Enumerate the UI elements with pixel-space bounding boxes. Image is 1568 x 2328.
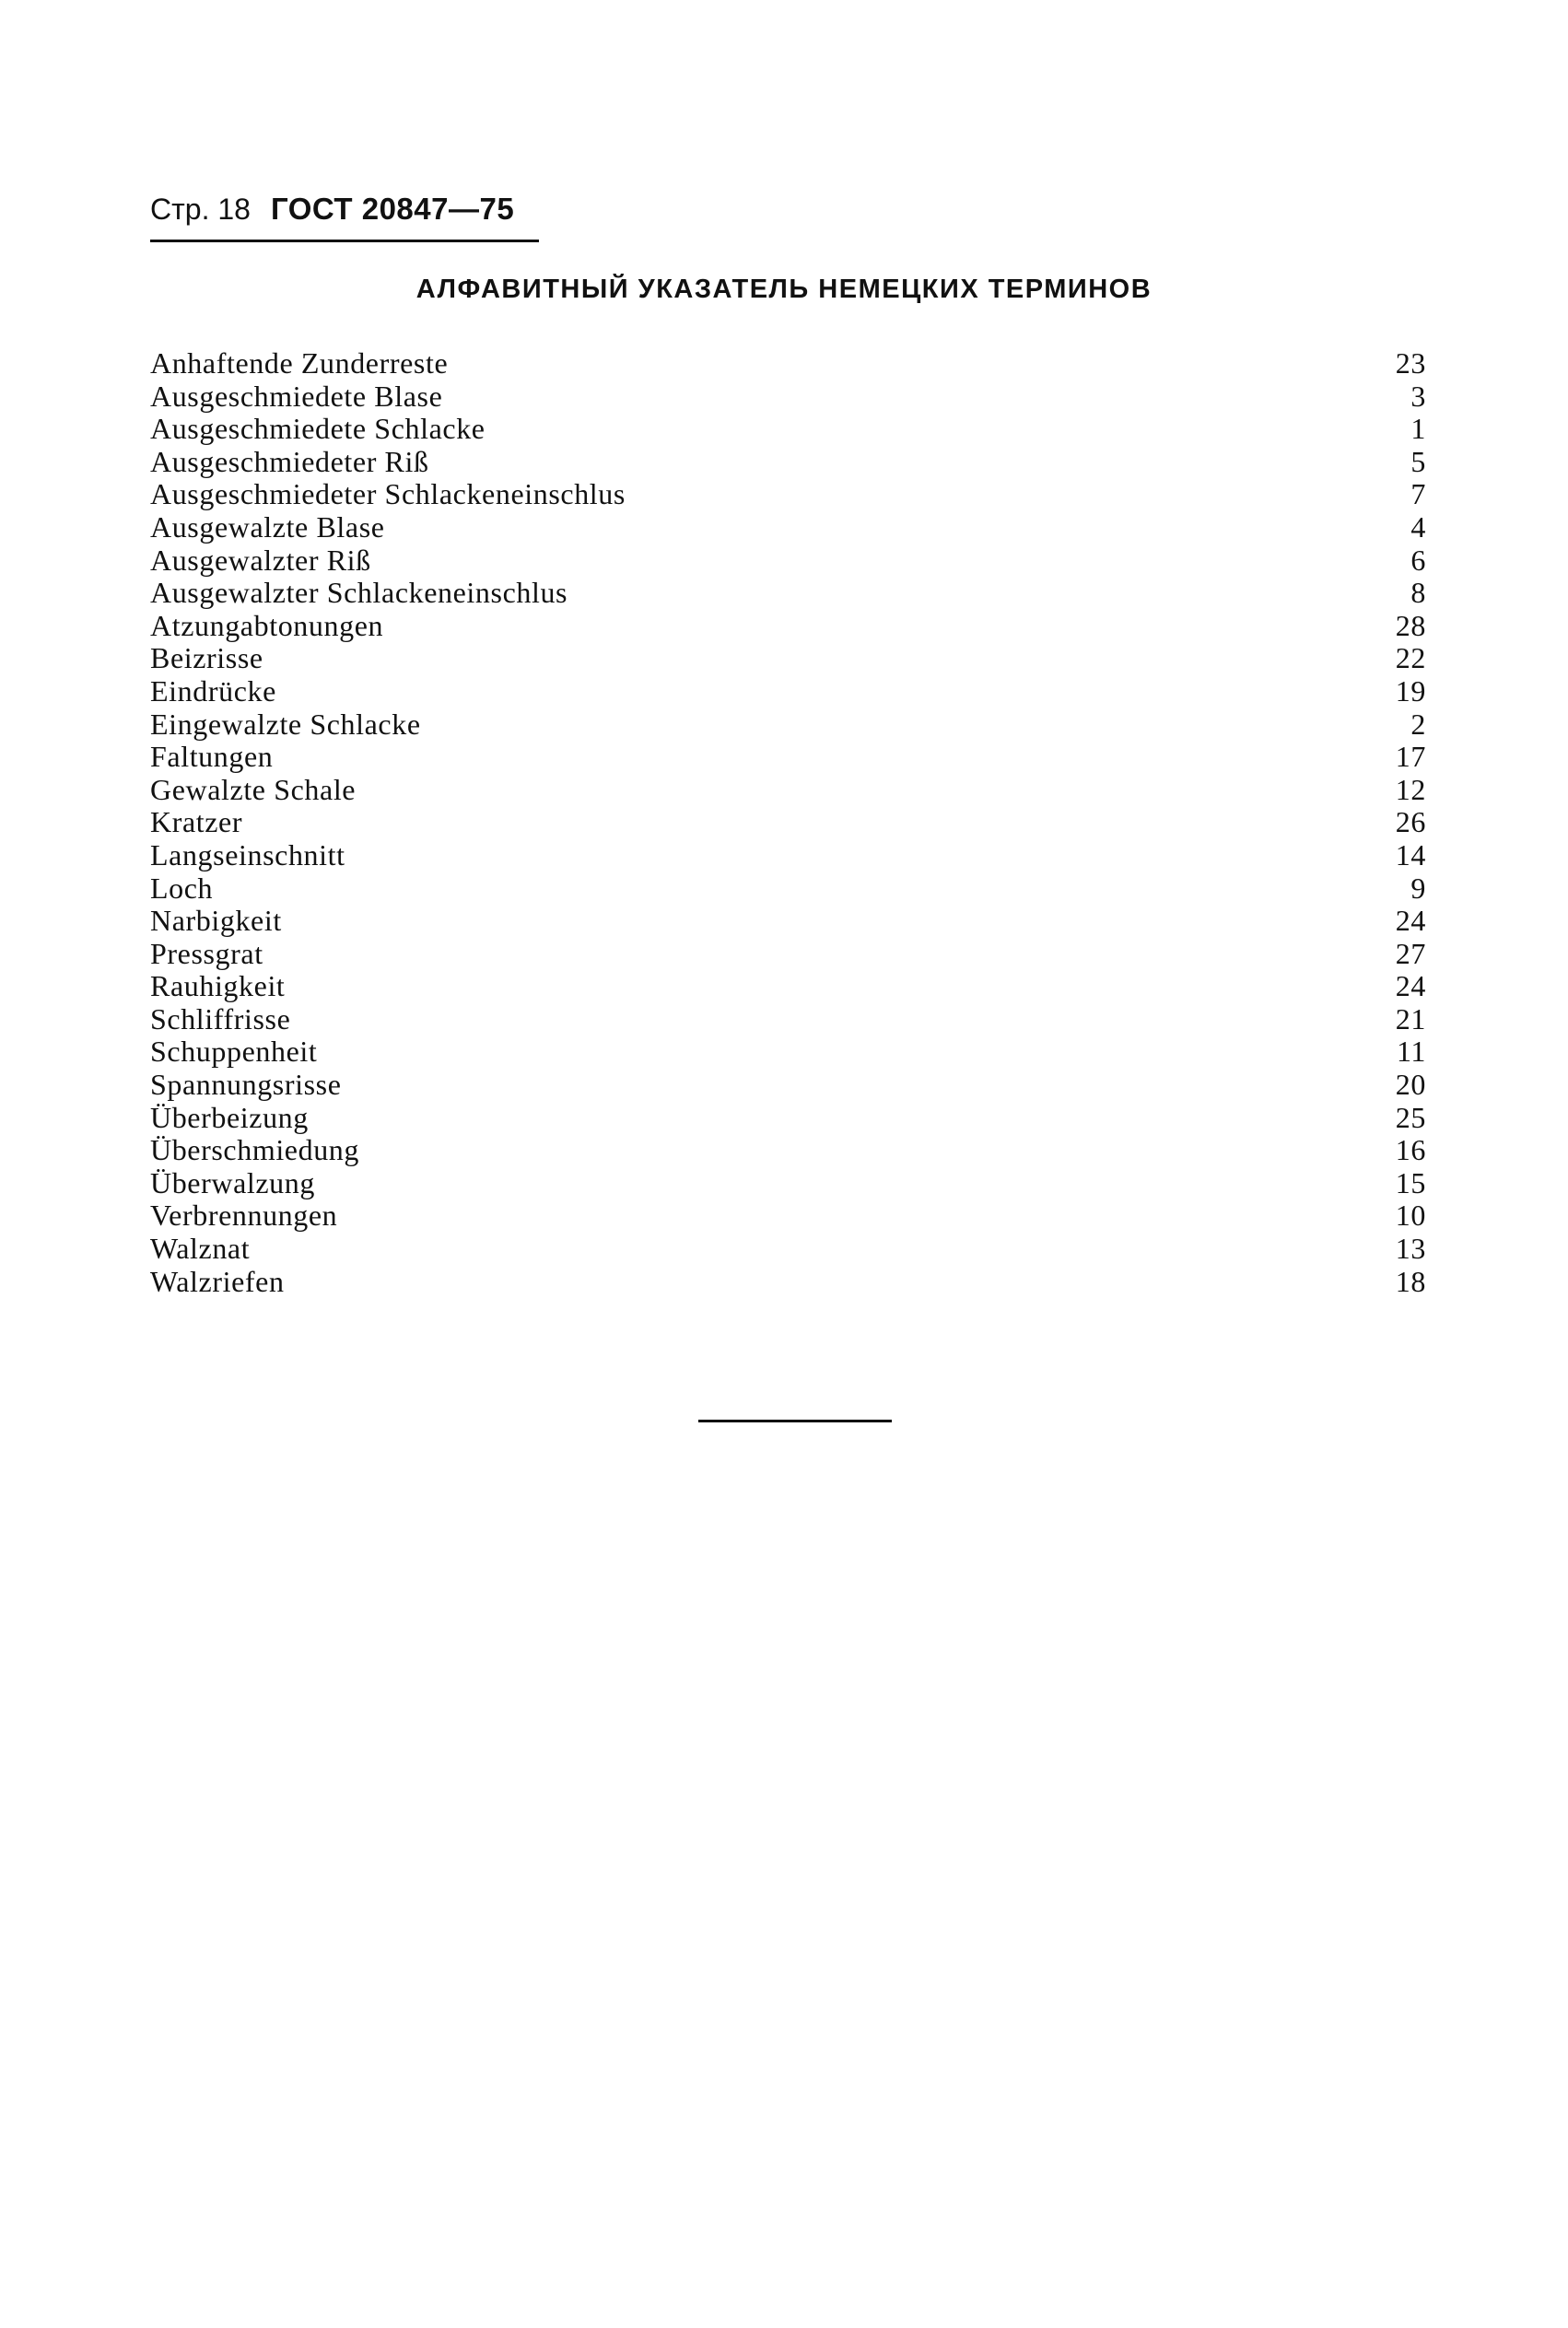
index-entry	[150, 1199, 1426, 1233]
index-entry	[150, 1167, 1426, 1200]
standard-designation: ГОСТ 20847—75	[270, 192, 515, 226]
index-term-number: 3	[1410, 379, 1426, 413]
index-term: Langseinschnitt	[150, 837, 345, 872]
index-entry	[150, 380, 1426, 414]
index-term: Überwalzung	[150, 1165, 315, 1199]
index-term-number: 27	[1395, 936, 1426, 970]
index-term: Schliffrisse	[150, 1001, 291, 1035]
index-term: Ausgeschmiedete Schlacke	[150, 412, 486, 446]
index-entry	[150, 544, 1426, 578]
index-term-number: 13	[1395, 1232, 1426, 1266]
index-entry	[150, 478, 1426, 511]
index-term: Schuppenheit	[150, 1035, 318, 1069]
index-entry	[150, 839, 1426, 872]
index-term-number: 17	[1395, 740, 1426, 774]
index-term-number: 19	[1395, 673, 1426, 708]
index-term-number: 8	[1410, 576, 1426, 610]
index-entry	[150, 1102, 1426, 1135]
index-entry	[150, 938, 1426, 971]
index-term: Eindrücke	[150, 673, 276, 708]
index-term-number: 24	[1395, 969, 1426, 1003]
index-term-number: 21	[1395, 1001, 1426, 1035]
index-entry	[150, 577, 1426, 610]
index-entry	[150, 872, 1426, 906]
index-term: Kratzer	[150, 805, 243, 839]
index-entry	[150, 1233, 1426, 1266]
index-entry	[150, 741, 1426, 774]
index-term: Ausgewalzter Riß	[150, 543, 371, 577]
index-term-number: 9	[1410, 871, 1426, 905]
index-entry	[150, 774, 1426, 807]
index-term-number: 5	[1410, 444, 1426, 478]
index-entry	[150, 905, 1426, 938]
index-entry	[150, 970, 1426, 1003]
index-entry	[150, 1266, 1426, 1299]
index-term-number: 28	[1395, 608, 1426, 642]
index-term-number: 22	[1395, 641, 1426, 675]
index-entry	[150, 1069, 1426, 1102]
index-term: Rauhigkeit	[150, 969, 286, 1003]
index-term: Ausgeschmiedeter Schlackeneinschlus	[150, 477, 626, 511]
index-term: Spannungsrisse	[150, 1068, 342, 1102]
index-term: Anhaftende Zunderreste	[150, 346, 449, 380]
index-entry	[150, 1003, 1426, 1036]
index-term: Atzungabtonungen	[150, 608, 384, 642]
index-term-number: 26	[1395, 805, 1426, 839]
index-term-number: 15	[1395, 1165, 1426, 1199]
index-entry	[150, 413, 1426, 446]
index-term: Ausgeschmiedeter Riß	[150, 444, 429, 478]
index-entry	[150, 610, 1426, 643]
index-term: Faltungen	[150, 740, 274, 774]
index-entry	[150, 806, 1426, 839]
page-title: АЛФАВИТНЫЙ УКАЗАТЕЛЬ НЕМЕЦКИХ ТЕРМИНОВ	[415, 275, 1153, 304]
index-entry	[150, 1134, 1426, 1167]
index-term: Ausgewalzter Schlackeneinschlus	[150, 576, 568, 610]
index-entry	[150, 446, 1426, 479]
index-term: Pressgrat	[150, 936, 263, 970]
index-entry	[150, 347, 1426, 380]
index-term-number: 4	[1410, 509, 1426, 544]
index-entry	[150, 708, 1426, 742]
index-term: Überschmiedung	[150, 1133, 360, 1167]
end-divider	[698, 1420, 892, 1422]
index-term: Narbigkeit	[150, 904, 282, 938]
index-term: Walzriefen	[150, 1264, 285, 1298]
index-term-number: 24	[1395, 904, 1426, 938]
index-entry	[150, 1035, 1426, 1069]
index-term-number: 12	[1395, 772, 1426, 806]
index-entry	[150, 675, 1426, 708]
header-underline	[150, 240, 539, 242]
index-entry	[150, 511, 1426, 544]
page-number: Стр. 18	[150, 193, 251, 226]
index-entry	[150, 642, 1426, 675]
index-term: Gewalzte Schale	[150, 772, 357, 806]
index-term-number: 25	[1395, 1100, 1426, 1134]
index-term-number: 7	[1410, 477, 1426, 511]
index-term-number: 18	[1395, 1264, 1426, 1298]
index-term-number: 2	[1410, 707, 1426, 741]
index-term-number: 11	[1396, 1035, 1426, 1069]
index-term: Verbrennungen	[150, 1199, 338, 1233]
index-term-number: 10	[1395, 1199, 1426, 1233]
term-index-list	[150, 347, 1426, 1298]
index-term: Ausgewalzte Blase	[150, 509, 385, 544]
index-term-number: 23	[1395, 346, 1426, 380]
index-term-number: 1	[1410, 412, 1426, 446]
index-term-number: 16	[1395, 1133, 1426, 1167]
index-term: Loch	[150, 871, 214, 905]
index-term-number: 20	[1395, 1068, 1426, 1102]
index-term-number: 14	[1395, 837, 1426, 872]
index-term: Eingewalzte Schlacke	[150, 707, 421, 741]
index-term: Walznat	[150, 1232, 251, 1266]
index-term: Überbeizung	[150, 1100, 309, 1134]
index-term-number: 6	[1410, 543, 1426, 577]
page-header	[150, 192, 514, 234]
index-term: Ausgeschmiedete Blase	[150, 379, 443, 413]
index-term: Beizrisse	[150, 641, 263, 675]
